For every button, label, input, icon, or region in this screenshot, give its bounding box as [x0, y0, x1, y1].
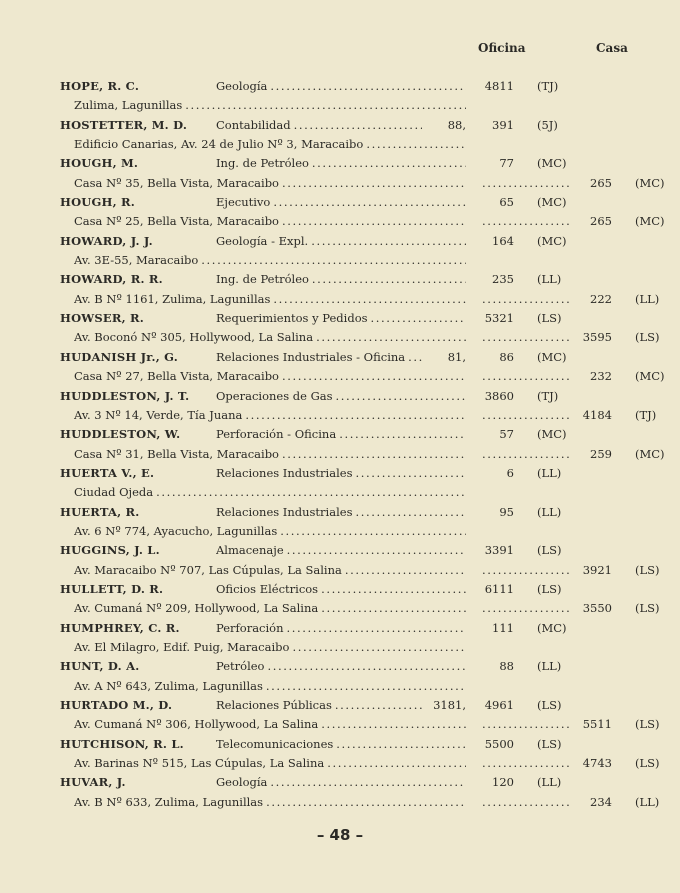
address-text: Av. Boconó Nº 305, Hollywood, La Salina	[74, 330, 314, 345]
entry-line-main	[0, 735, 680, 754]
department-label: Ing. de Petróleo	[216, 272, 309, 287]
home-location: (LS)	[635, 756, 660, 771]
column-header-oficina: Oficina	[478, 41, 526, 55]
home-location: (MC)	[635, 369, 665, 384]
directory-entry	[0, 541, 680, 580]
dot-leader	[266, 677, 466, 696]
entry-line-address	[0, 638, 680, 657]
dot-leader	[482, 599, 570, 618]
entry-line-address	[0, 135, 680, 154]
office-extension: 4811	[484, 79, 514, 93]
entry-line-main	[0, 270, 680, 289]
address	[74, 174, 466, 193]
office-extension: 6	[506, 465, 514, 480]
person-name: HOPE, R. C.	[60, 79, 140, 93]
dot-leader	[312, 270, 466, 289]
entry-line-address	[0, 754, 680, 773]
address	[74, 793, 466, 812]
home-extension: 234	[590, 794, 612, 809]
address	[74, 367, 466, 386]
dot-leader	[292, 638, 466, 657]
entry-line-address	[0, 715, 680, 734]
department	[216, 193, 466, 212]
dot-leader	[336, 735, 466, 754]
address	[74, 290, 466, 309]
department	[216, 503, 466, 522]
directory-entry	[0, 193, 680, 232]
office-location: (5J)	[537, 117, 558, 132]
dot-leader	[282, 212, 466, 231]
dot-leader	[280, 522, 466, 541]
department-label: Relaciones Industriales - Oficina	[216, 349, 406, 364]
department	[216, 116, 466, 135]
address-text: Av. 6 Nº 774, Ayacucho, Lagunillas	[74, 523, 278, 538]
home-location: (MC)	[635, 214, 665, 229]
office-location: (LS)	[537, 581, 562, 596]
entry-line-address	[0, 445, 680, 464]
home-extension: 232	[590, 369, 612, 384]
directory-entry	[0, 309, 680, 348]
department-label: Perforación	[216, 620, 284, 635]
entry-line-main	[0, 696, 680, 715]
department-label: Contabilidad	[216, 117, 291, 132]
address-text: Casa Nº 25, Bella Vista, Maracaibo	[74, 214, 279, 229]
entry-line-address	[0, 793, 680, 812]
directory-entry	[0, 773, 680, 812]
department	[216, 541, 466, 560]
office-extension: 77	[499, 156, 514, 171]
home-extension: 3550	[582, 601, 612, 616]
address	[74, 135, 466, 154]
entry-line-address	[0, 483, 680, 502]
address	[74, 677, 466, 696]
office-extension: 4961	[484, 698, 514, 712]
address	[74, 251, 466, 270]
dot-leader	[336, 387, 466, 406]
office-extension: 86	[499, 349, 514, 364]
address-text: Casa Nº 31, Bella Vista, Maracaibo	[74, 446, 279, 461]
person-name: HOUGH, M.	[60, 156, 139, 171]
office-location: (LL)	[537, 659, 562, 674]
address	[74, 715, 466, 734]
dot-leader	[273, 290, 466, 309]
directory-entry	[0, 116, 680, 155]
dot-leader	[321, 580, 466, 599]
dot-leader	[482, 367, 570, 386]
home-extension: 222	[590, 291, 612, 306]
entry-line-address	[0, 367, 680, 386]
dot-leader	[311, 232, 466, 251]
office-extension: 57	[499, 427, 514, 442]
dot-leader	[267, 657, 466, 676]
person-name: HOUGH, R.	[60, 195, 135, 210]
dot-leader	[287, 619, 466, 638]
office-location: (LL)	[537, 465, 562, 480]
office-location: (TJ)	[537, 79, 559, 93]
person-name: HUGGINS, J. L.	[60, 543, 160, 558]
entry-line-address	[0, 599, 680, 618]
office-extension: 5500	[484, 736, 514, 751]
entry-line-address	[0, 212, 680, 231]
person-name: HUNT, D. A.	[60, 659, 140, 674]
office-extension: 3391	[484, 543, 514, 558]
entry-line-main	[0, 116, 680, 135]
directory-entry	[0, 735, 680, 774]
office-location: (MC)	[537, 620, 567, 635]
entry-line-main	[0, 619, 680, 638]
dot-leader	[327, 754, 466, 773]
directory-entry	[0, 154, 680, 193]
directory-entry	[0, 619, 680, 658]
address	[74, 96, 466, 115]
entry-line-main	[0, 425, 680, 444]
office-extension: 5321	[484, 311, 514, 326]
office-extension: 164	[492, 233, 514, 248]
person-name: HUMPHREY, C. R.	[60, 620, 180, 635]
office-extension: 88	[499, 659, 514, 674]
home-location: (LS)	[635, 562, 660, 577]
directory-entry	[0, 270, 680, 309]
home-extension: 265	[590, 214, 612, 229]
entry-line-main	[0, 503, 680, 522]
entry-line-address	[0, 522, 680, 541]
entry-line-address	[0, 677, 680, 696]
entry-line-main	[0, 773, 680, 792]
dot-leader	[266, 793, 466, 812]
dot-leader	[282, 174, 466, 193]
address	[74, 328, 466, 347]
office-location: (LS)	[537, 698, 562, 712]
person-name: HOSTETTER, M. D.	[60, 117, 188, 132]
dot-leader	[482, 328, 570, 347]
person-name: HOWSER, R.	[60, 311, 144, 326]
address	[74, 483, 466, 502]
dot-leader	[482, 174, 570, 193]
department	[216, 619, 466, 638]
dot-leader	[345, 561, 466, 580]
address-text: Av. 3E-55, Maracaibo	[74, 253, 199, 268]
dot-leader	[482, 445, 570, 464]
department-label: Geología - Expl.	[216, 233, 309, 248]
department	[216, 425, 466, 444]
department	[216, 154, 466, 173]
entry-line-address	[0, 174, 680, 193]
entry-line-address	[0, 96, 680, 115]
dot-leader	[408, 348, 422, 367]
address-text: Av. 3 Nº 14, Verde, Tía Juana	[74, 407, 243, 422]
dot-leader	[482, 793, 570, 812]
dot-leader	[482, 715, 570, 734]
directory-list	[0, 77, 680, 812]
dot-leader	[201, 251, 466, 270]
office-location: (LS)	[537, 311, 562, 326]
address-text: Av. B Nº 1161, Zulima, Lagunillas	[74, 291, 271, 306]
office-extension: 3860	[484, 388, 514, 403]
address-text: Av. El Milagro, Edif. Puig, Maracaibo	[74, 639, 290, 654]
page-number: – 48 –	[316, 826, 364, 844]
address-text: Edificio Canarias, Av. 24 de Julio Nº 3, Maracaibo	[74, 137, 364, 152]
office-location: (MC)	[537, 233, 567, 248]
home-extension: 4743	[582, 756, 612, 771]
home-extension: 5511	[582, 717, 612, 732]
person-name: HUTCHISON, R. L.	[60, 736, 184, 751]
dot-leader	[482, 406, 570, 425]
entry-line-address	[0, 290, 680, 309]
home-location: (LS)	[635, 717, 660, 732]
home-location: (LS)	[635, 601, 660, 616]
department-label: Almacenaje	[216, 543, 284, 558]
address-text: Av. B Nº 633, Zulima, Lagunillas	[74, 794, 264, 809]
department	[216, 657, 466, 676]
directory-entry	[0, 77, 680, 116]
dot-leader	[312, 154, 466, 173]
dot-leader	[482, 754, 570, 773]
dot-leader	[371, 309, 466, 328]
entry-line-main	[0, 77, 680, 96]
address-text: Av. Cumaná Nº 209, Hollywood, La Salina	[74, 601, 319, 616]
office-location: (MC)	[537, 195, 567, 210]
address-text: Casa Nº 27, Bella Vista, Maracaibo	[74, 369, 279, 384]
person-name: HUERTA V., E.	[60, 465, 155, 480]
entry-line-main	[0, 387, 680, 406]
directory-entry	[0, 580, 680, 619]
entry-line-main	[0, 464, 680, 483]
address	[74, 522, 466, 541]
address-text: Av. A Nº 643, Zulima, Lagunillas	[74, 678, 263, 693]
office-location: (MC)	[537, 156, 567, 171]
department-label: Petróleo	[216, 659, 265, 674]
home-extension: 3595	[582, 330, 612, 345]
dot-leader	[282, 445, 466, 464]
dot-leader	[366, 135, 466, 154]
directory-entry	[0, 657, 680, 696]
address-text: Casa Nº 35, Bella Vista, Maracaibo	[74, 175, 279, 190]
office-location: (LS)	[537, 736, 562, 751]
department-label: Relaciones Industriales	[216, 504, 353, 519]
office-extension: 6111	[484, 581, 514, 596]
home-location: (MC)	[635, 175, 665, 190]
person-name: HUDDLESTON, W.	[60, 427, 181, 442]
office-location: (LL)	[537, 775, 562, 790]
home-extension: 4184	[582, 407, 612, 422]
department	[216, 348, 466, 367]
department-label: Perforación - Oficina	[216, 427, 337, 442]
dot-leader	[270, 77, 466, 96]
directory-entry	[0, 503, 680, 542]
address	[74, 212, 466, 231]
person-name: HOWARD, J. J.	[60, 233, 153, 248]
office-location: (LL)	[537, 272, 562, 287]
office-location: (LS)	[537, 543, 562, 558]
office-location: (TJ)	[537, 388, 559, 403]
home-extension: 265	[590, 175, 612, 190]
department	[216, 309, 466, 328]
dot-leader	[482, 290, 570, 309]
department	[216, 773, 466, 792]
department	[216, 270, 466, 289]
dot-leader	[335, 696, 422, 715]
department	[216, 464, 466, 483]
dot-leader	[316, 328, 466, 347]
office-extension: 65	[499, 195, 514, 210]
office-location: (MC)	[537, 427, 567, 442]
dot-leader	[287, 541, 466, 560]
dot-leader	[355, 503, 466, 522]
person-name: HULLETT, D. R.	[60, 581, 164, 596]
person-name: HURTADO M., D.	[60, 698, 173, 712]
entry-line-address	[0, 251, 680, 270]
department-label: Ejecutivo	[216, 195, 271, 210]
department	[216, 77, 466, 96]
entry-line-main	[0, 232, 680, 251]
entry-line-main	[0, 309, 680, 328]
home-location: (LL)	[635, 794, 660, 809]
department-label: Relaciones Industriales	[216, 465, 353, 480]
address	[74, 445, 466, 464]
department	[216, 387, 466, 406]
home-location: (LL)	[635, 291, 660, 306]
department-label: Geología	[216, 775, 268, 790]
address-text: Zulima, Lagunillas	[74, 98, 183, 113]
person-name: HUVAR, J.	[60, 775, 126, 790]
entry-line-address	[0, 328, 680, 347]
home-extension: 259	[590, 446, 612, 461]
dot-leader	[185, 96, 466, 115]
office-extension: 120	[492, 775, 514, 790]
entry-line-main	[0, 348, 680, 367]
entry-line-main	[0, 657, 680, 676]
dot-leader	[156, 483, 466, 502]
entry-line-main	[0, 541, 680, 560]
dot-leader	[482, 212, 570, 231]
directory-entry	[0, 232, 680, 271]
directory-entry	[0, 425, 680, 464]
extra-extension: 81,	[447, 349, 466, 364]
office-location: (LL)	[537, 504, 562, 519]
dot-leader	[270, 773, 466, 792]
address	[74, 754, 466, 773]
office-extension: 391	[492, 117, 514, 132]
home-location: (LS)	[635, 330, 660, 345]
dot-leader	[321, 599, 466, 618]
extra-extension: 3181,	[433, 698, 466, 712]
address	[74, 638, 466, 657]
entry-line-main	[0, 193, 680, 212]
address-text: Av. Cumaná Nº 306, Hollywood, La Salina	[74, 717, 319, 732]
entry-line-address	[0, 561, 680, 580]
department-label: Operaciones de Gas	[216, 388, 333, 403]
entry-line-main	[0, 154, 680, 173]
person-name: HOWARD, R. R.	[60, 272, 163, 287]
department-label: Ing. de Petróleo	[216, 156, 309, 171]
department	[216, 580, 466, 599]
directory-entry	[0, 464, 680, 503]
dot-leader	[245, 406, 466, 425]
address	[74, 406, 466, 425]
office-extension: 235	[492, 272, 514, 287]
dot-leader	[294, 116, 422, 135]
person-name: HUDDLESTON, J. T.	[60, 388, 190, 403]
department-label: Relaciones Públicas	[216, 698, 332, 712]
department-label: Geología	[216, 79, 268, 93]
dot-leader	[482, 561, 570, 580]
address-text: Av. Barinas Nº 515, Las Cúpulas, La Salina	[74, 756, 325, 771]
office-extension: 111	[492, 620, 514, 635]
address	[74, 561, 466, 580]
dot-leader	[273, 193, 466, 212]
office-extension: 95	[499, 504, 514, 519]
address	[74, 599, 466, 618]
directory-entry	[0, 696, 680, 735]
dot-leader	[282, 367, 466, 386]
home-extension: 3921	[582, 562, 612, 577]
office-location: (MC)	[537, 349, 567, 364]
address-text: Av. Maracaibo Nº 707, Las Cúpulas, La Salina	[74, 562, 342, 577]
dot-leader	[321, 715, 466, 734]
department-label: Requerimientos y Pedidos	[216, 311, 368, 326]
entry-line-main	[0, 580, 680, 599]
extra-extension: 88,	[447, 117, 466, 132]
column-header-casa: Casa	[596, 41, 628, 55]
department	[216, 232, 466, 251]
department	[216, 696, 466, 715]
home-location: (MC)	[635, 446, 665, 461]
entry-line-address	[0, 406, 680, 425]
dot-leader	[355, 464, 466, 483]
department-label: Oficios Eléctricos	[216, 581, 319, 596]
dot-leader	[339, 425, 466, 444]
person-name: HUERTA, R.	[60, 504, 140, 519]
department-label: Telecomunicaciones	[216, 736, 334, 751]
address-text: Ciudad Ojeda	[74, 485, 154, 500]
directory-entry	[0, 387, 680, 426]
department	[216, 735, 466, 754]
person-name: HUDANISH Jr., G.	[60, 349, 178, 364]
home-location: (TJ)	[635, 407, 657, 422]
directory-entry	[0, 348, 680, 387]
